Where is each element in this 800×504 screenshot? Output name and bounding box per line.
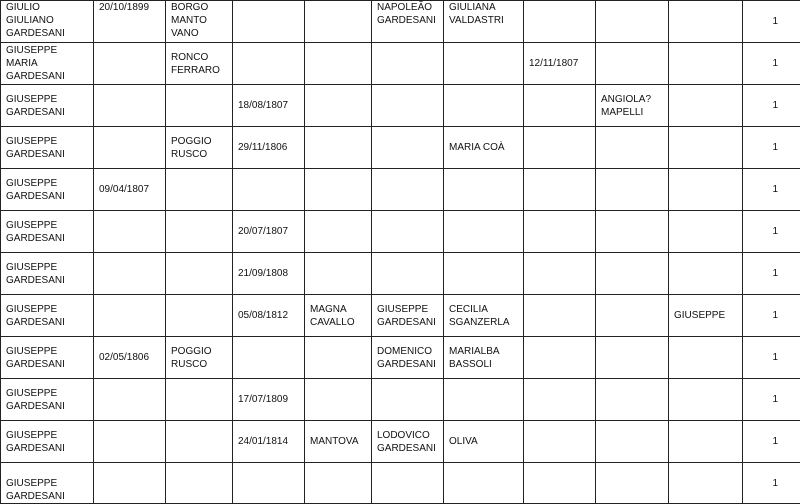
date-a-cell <box>94 379 166 421</box>
place-a-cell <box>166 211 233 253</box>
date-c-cell: 12/11/1807 <box>524 43 596 85</box>
extra-cell <box>669 169 743 211</box>
date-c-cell <box>524 85 596 127</box>
place-b-cell <box>305 43 372 85</box>
name-cell: GIUSEPPE GARDESANI <box>1 337 94 379</box>
date-c-cell <box>524 337 596 379</box>
register-body <box>1 1 800 504</box>
date-b-cell <box>233 169 305 211</box>
date-b-cell: 17/07/1809 <box>233 379 305 421</box>
table-row <box>1 85 800 127</box>
table-row <box>1 253 800 295</box>
extra-cell <box>669 379 743 421</box>
date-c-cell <box>524 127 596 169</box>
date-a-cell <box>94 85 166 127</box>
date-b-cell: 20/07/1807 <box>233 211 305 253</box>
date-c-cell <box>524 211 596 253</box>
place-b-cell <box>305 463 372 504</box>
place-b-cell <box>305 337 372 379</box>
name-cell: GIUSEPPE MARIA GARDESANI <box>1 43 94 85</box>
place-a-cell: BORGO MANTO VANO <box>166 1 233 43</box>
father-cell <box>372 379 444 421</box>
table-row <box>1 379 800 421</box>
date-b-cell: 24/01/1814 <box>233 421 305 463</box>
extra-cell <box>669 127 743 169</box>
spouse-cell <box>596 211 669 253</box>
date-c-cell <box>524 463 596 504</box>
count-cell: 1 <box>743 211 800 253</box>
mother-cell <box>444 253 524 295</box>
date-a-cell <box>94 253 166 295</box>
count-cell: 1 <box>743 127 800 169</box>
count-cell: 1 <box>743 1 800 43</box>
date-b-cell <box>233 337 305 379</box>
table-row <box>1 43 800 85</box>
mother-cell <box>444 43 524 85</box>
mother-cell: MARIA COÀ <box>444 127 524 169</box>
date-c-cell <box>524 295 596 337</box>
place-b-cell <box>305 1 372 43</box>
name-cell: GIUSEPPE GARDESANI <box>1 379 94 421</box>
name-cell: GIUSEPPE GARDESANI <box>1 85 94 127</box>
count-cell: 1 <box>743 379 800 421</box>
table-row <box>1 1 800 43</box>
mother-cell <box>444 463 524 504</box>
spouse-cell <box>596 43 669 85</box>
count-cell: 1 <box>743 253 800 295</box>
extra-cell <box>669 421 743 463</box>
table-row <box>1 421 800 463</box>
table-row <box>1 127 800 169</box>
spouse-cell <box>596 421 669 463</box>
spouse-cell <box>596 337 669 379</box>
table-row <box>1 463 800 504</box>
father-cell <box>372 169 444 211</box>
extra-cell <box>669 43 743 85</box>
place-b-cell <box>305 85 372 127</box>
name-cell: GIUSEPPE GARDESANI <box>1 211 94 253</box>
place-b-cell: MANTOVA <box>305 421 372 463</box>
place-a-cell <box>166 169 233 211</box>
spouse-cell: ANGIOLA? MAPELLI <box>596 85 669 127</box>
date-c-cell <box>524 169 596 211</box>
extra-cell <box>669 253 743 295</box>
date-a-cell: 02/05/1806 <box>94 337 166 379</box>
count-cell: 1 <box>743 337 800 379</box>
name-cell: GIUSEPPE GARDESANI <box>1 463 94 504</box>
father-cell <box>372 127 444 169</box>
table-row <box>1 211 800 253</box>
spouse-cell <box>596 127 669 169</box>
spouse-cell <box>596 1 669 43</box>
date-a-cell <box>94 421 166 463</box>
place-b-cell <box>305 169 372 211</box>
place-b-cell: MAGNA CAVALLO <box>305 295 372 337</box>
date-c-cell <box>524 1 596 43</box>
spouse-cell <box>596 169 669 211</box>
father-cell <box>372 43 444 85</box>
mother-cell <box>444 379 524 421</box>
place-a-cell <box>166 295 233 337</box>
place-a-cell <box>166 253 233 295</box>
date-a-cell: 20/10/1899 <box>94 1 166 43</box>
place-a-cell <box>166 463 233 504</box>
place-a-cell <box>166 379 233 421</box>
extra-cell <box>669 211 743 253</box>
count-cell: 1 <box>743 169 800 211</box>
spouse-cell <box>596 295 669 337</box>
place-b-cell <box>305 127 372 169</box>
father-cell: GIUSEPPE GARDESANI <box>372 295 444 337</box>
table-row <box>1 295 800 337</box>
count-cell: 1 <box>743 295 800 337</box>
place-a-cell: POGGIO RUSCO <box>166 127 233 169</box>
father-cell <box>372 253 444 295</box>
name-cell: GIULIO GIULIANO GARDESANI <box>1 1 94 43</box>
name-cell: GIUSEPPE GARDESANI <box>1 295 94 337</box>
place-a-cell: POGGIO RUSCO <box>166 337 233 379</box>
father-cell <box>372 463 444 504</box>
date-a-cell <box>94 295 166 337</box>
extra-cell: GIUSEPPE <box>669 295 743 337</box>
date-c-cell <box>524 421 596 463</box>
date-c-cell <box>524 379 596 421</box>
date-a-cell <box>94 463 166 504</box>
count-cell: 1 <box>743 85 800 127</box>
place-a-cell: RONCO FERRARO <box>166 43 233 85</box>
date-a-cell <box>94 127 166 169</box>
name-cell: GIUSEPPE GARDESANI <box>1 421 94 463</box>
date-a-cell: 09/04/1807 <box>94 169 166 211</box>
father-cell: DOMENICO GARDESANI <box>372 337 444 379</box>
date-b-cell: 21/09/1808 <box>233 253 305 295</box>
extra-cell <box>669 1 743 43</box>
table-row <box>1 169 800 211</box>
date-a-cell <box>94 43 166 85</box>
date-b-cell: 05/08/1812 <box>233 295 305 337</box>
date-c-cell <box>524 253 596 295</box>
father-cell <box>372 85 444 127</box>
place-b-cell <box>305 379 372 421</box>
extra-cell <box>669 337 743 379</box>
date-b-cell: 18/08/1807 <box>233 85 305 127</box>
mother-cell: OLIVA <box>444 421 524 463</box>
mother-cell <box>444 85 524 127</box>
date-a-cell <box>94 211 166 253</box>
father-cell: LODOVICO GARDESANI <box>372 421 444 463</box>
name-cell: GIUSEPPE GARDESANI <box>1 169 94 211</box>
count-cell: 1 <box>743 421 800 463</box>
spouse-cell <box>596 379 669 421</box>
spouse-cell <box>596 463 669 504</box>
extra-cell <box>669 85 743 127</box>
father-cell: NAPOLEÃO GARDESANI <box>372 1 444 43</box>
place-b-cell <box>305 253 372 295</box>
place-a-cell <box>166 85 233 127</box>
name-cell: GIUSEPPE GARDESANI <box>1 127 94 169</box>
date-b-cell <box>233 463 305 504</box>
extra-cell <box>669 463 743 504</box>
mother-cell <box>444 169 524 211</box>
count-cell: 1 <box>743 43 800 85</box>
date-b-cell <box>233 1 305 43</box>
mother-cell: MARIALBA BASSOLI <box>444 337 524 379</box>
father-cell <box>372 211 444 253</box>
mother-cell <box>444 211 524 253</box>
place-a-cell <box>166 421 233 463</box>
date-b-cell <box>233 43 305 85</box>
count-cell: 1 <box>743 463 800 504</box>
mother-cell: CECILIA SGANZERLA <box>444 295 524 337</box>
place-b-cell <box>305 211 372 253</box>
mother-cell: GIULIANA VALDASTRI <box>444 1 524 43</box>
date-b-cell: 29/11/1806 <box>233 127 305 169</box>
table-row <box>1 337 800 379</box>
spouse-cell <box>596 253 669 295</box>
name-cell: GIUSEPPE GARDESANI <box>1 253 94 295</box>
